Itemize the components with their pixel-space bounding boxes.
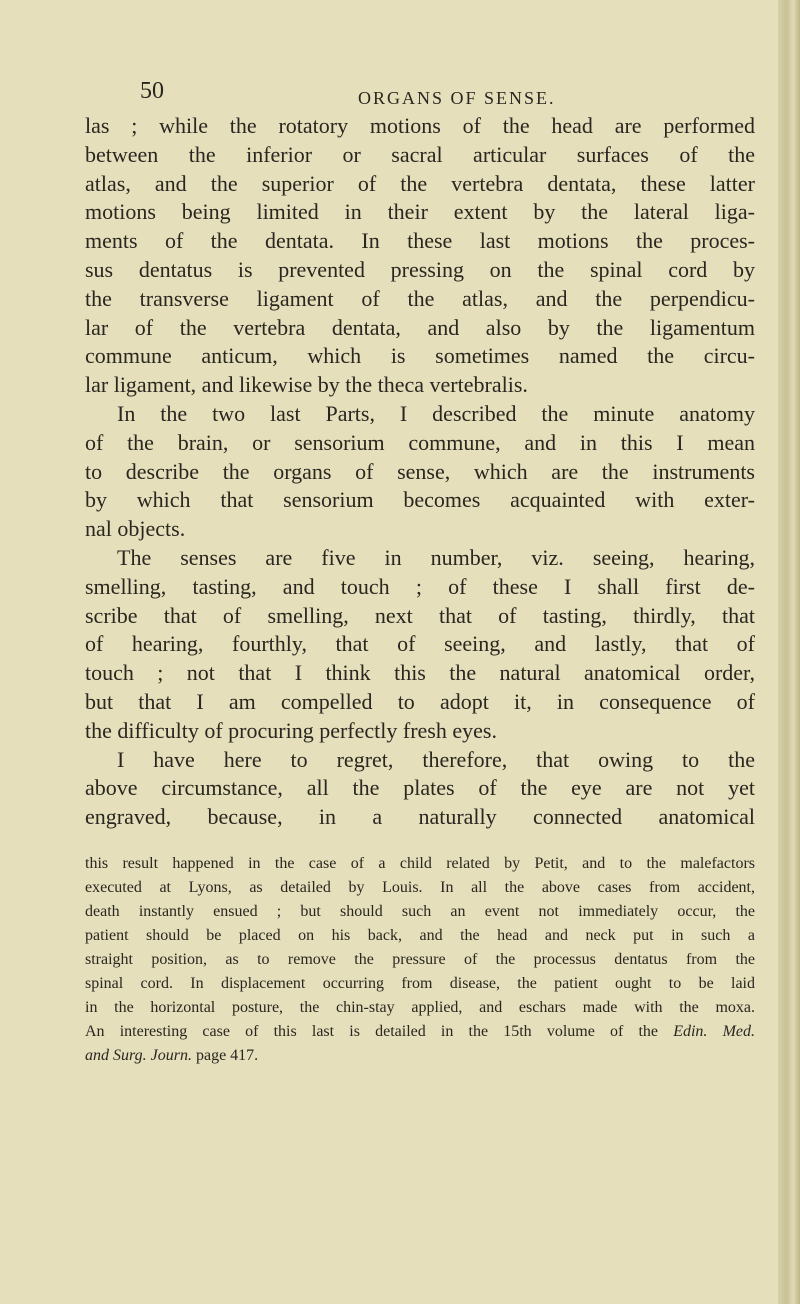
footnote-text: this result happened in the case of a child related by Petit, and to the malefactors bbox=[85, 855, 755, 872]
page-number: 50 bbox=[140, 78, 164, 104]
body-line: sus dentatus is prevented pressing on the spinal cord by bbox=[85, 256, 755, 282]
body-line: but that I am compelled to adopt it, in consequence of bbox=[85, 688, 755, 714]
body-line: smelling, tasting, and touch ; of these I shall first de- bbox=[85, 573, 755, 599]
body-line: by which that sensorium becomes acquainted with exter- bbox=[85, 487, 755, 513]
footnote-line bbox=[85, 948, 755, 972]
body-line: engraved, because, in a naturally connected anatomical bbox=[85, 804, 755, 830]
footnote-line bbox=[85, 972, 755, 996]
footnote-line bbox=[85, 876, 755, 900]
footnote-page-ref: page 417. bbox=[191, 1047, 259, 1064]
book-binding-edge bbox=[778, 0, 800, 1304]
body-line: atlas, and the superior of the vertebra dentata, these latter bbox=[85, 170, 755, 196]
footnote-line bbox=[85, 1044, 755, 1068]
body-line: of hearing, fourthly, that of seeing, and lastly, that of bbox=[85, 631, 755, 657]
footnote-text: death instantly ensued ; but should such an event not immediately occur, the bbox=[85, 903, 755, 920]
footnote-line bbox=[85, 1020, 755, 1044]
body-line: I have here to regret, therefore, that owing to the bbox=[117, 746, 755, 772]
footnote-text: executed at Lyons, as detailed by Louis. In all the above cases from accident, bbox=[85, 879, 755, 896]
body-line: the difficulty of procuring perfectly fresh eyes. bbox=[85, 717, 497, 743]
body-line: between the inferior or sacral articular surfaces of the bbox=[85, 141, 755, 167]
journal-title: Edin. Med. bbox=[673, 1023, 756, 1040]
body-line: commune anticum, which is sometimes named the circu- bbox=[85, 343, 755, 369]
footnote bbox=[85, 852, 755, 1068]
footnote-text: spinal cord. In displacement occurring from disease, the patient ought to be laid bbox=[85, 975, 755, 992]
footnote-line bbox=[85, 852, 755, 876]
body-line: scribe that of smelling, next that of tasting, thirdly, that bbox=[85, 602, 755, 628]
journal-title: and Surg. Journ. bbox=[85, 1047, 192, 1064]
footnote-text: patient should be placed on his back, and the head and neck put in such a bbox=[85, 927, 755, 944]
footnote-line bbox=[85, 900, 755, 924]
body-line: nal objects. bbox=[85, 516, 186, 542]
footnote-text: straight position, as to remove the pressure of the processus dentatus from the bbox=[85, 951, 755, 968]
body-line: lar of the vertebra dentata, and also by the ligamentum bbox=[85, 314, 755, 340]
body-text bbox=[85, 112, 755, 832]
footnote-line bbox=[85, 996, 755, 1020]
footnote-text: An interesting case of this last is detailed in the 15th volume of the bbox=[85, 1023, 659, 1040]
body-line: The senses are five in number, viz. seeing, hearing, bbox=[117, 544, 755, 570]
running-head: ORGANS OF SENSE. bbox=[358, 88, 556, 108]
body-line: motions being limited in their extent by the lateral liga- bbox=[85, 199, 755, 225]
body-line: lar ligament, and likewise by the theca vertebralis. bbox=[85, 372, 528, 398]
body-line: to describe the organs of sense, which are the instruments bbox=[85, 458, 755, 484]
body-line: In the two last Parts, I described the minute anatomy bbox=[117, 400, 755, 426]
footnote-text: in the horizontal posture, the chin-stay applied, and eschars made with the moxa. bbox=[85, 999, 755, 1016]
body-line: ments of the dentata. In these last motions the proces- bbox=[85, 228, 755, 254]
body-line: touch ; not that I think this the natural anatomical order, bbox=[85, 660, 755, 686]
footnote-line bbox=[85, 924, 755, 948]
body-line: above circumstance, all the plates of the eye are not yet bbox=[85, 775, 755, 801]
body-line: the transverse ligament of the atlas, and the perpendicu- bbox=[85, 285, 755, 311]
body-line: of the brain, or sensorium commune, and in this I mean bbox=[85, 429, 755, 455]
body-line: las ; while the rotatory motions of the head are performed bbox=[85, 113, 755, 138]
